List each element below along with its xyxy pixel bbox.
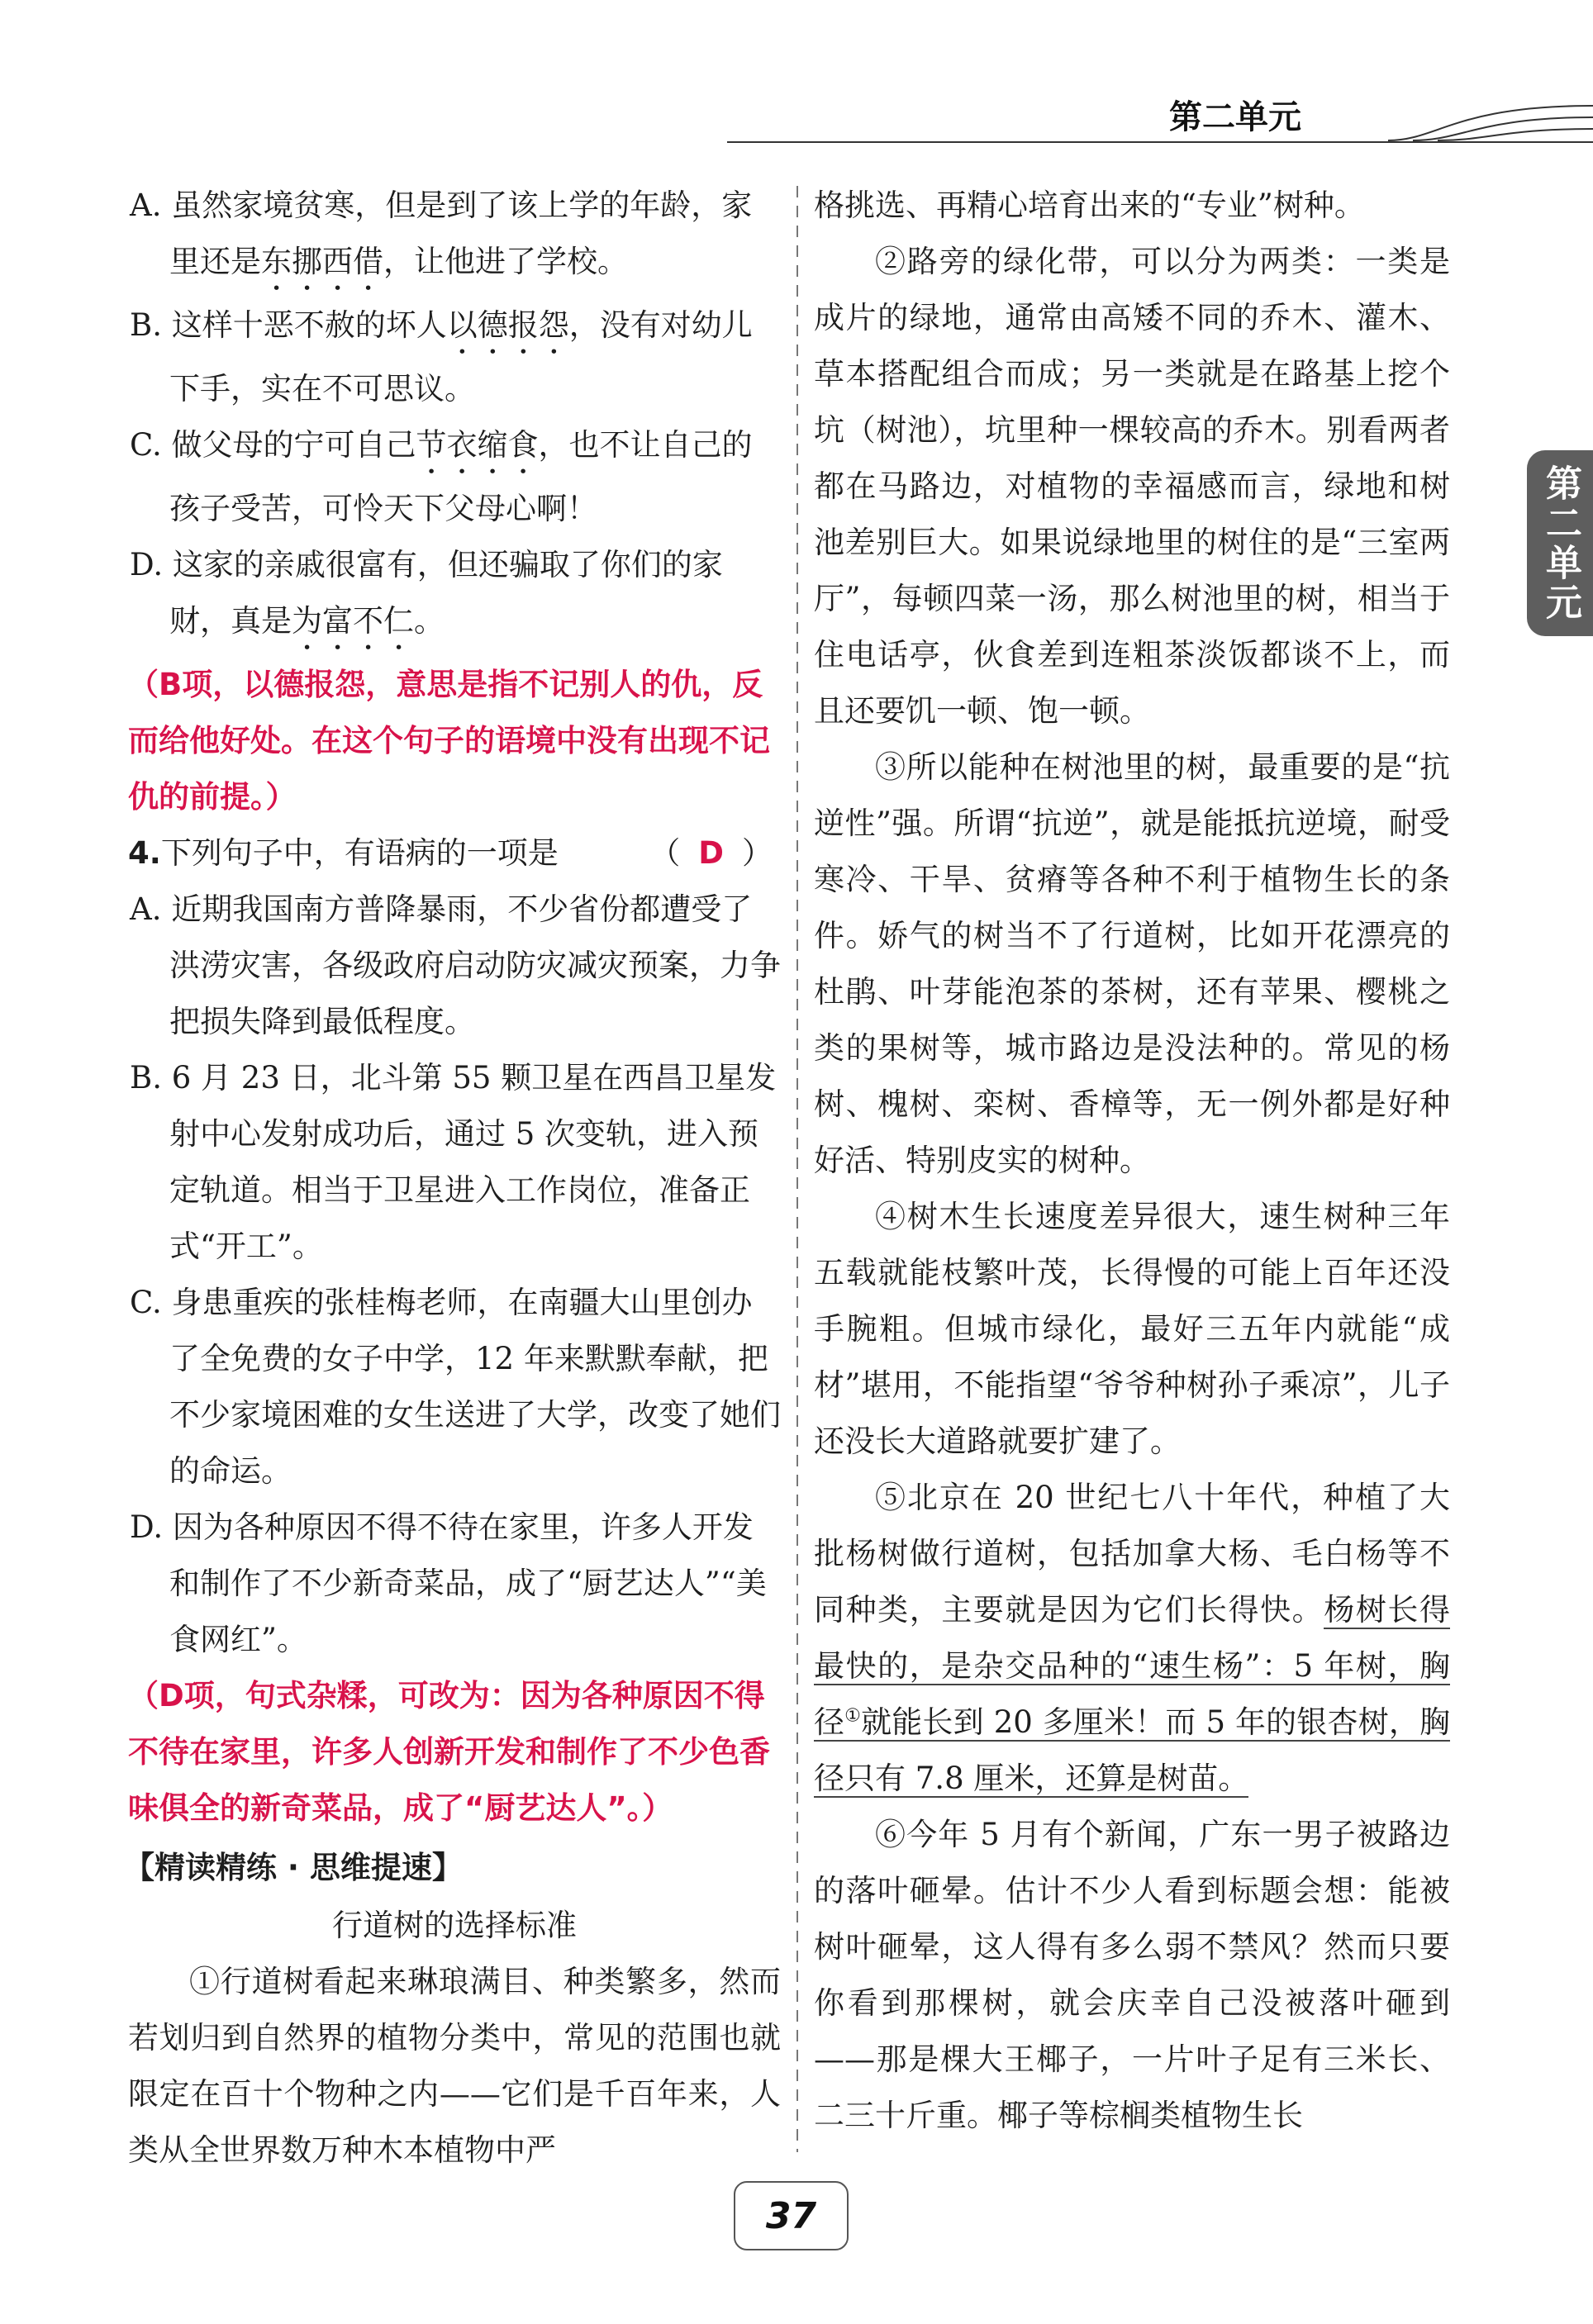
paragraph-1-continued: 格挑选、再精心培育出来的“专业”树种。 [814,188,1365,223]
side-tab-unit: 第二单元 [1527,450,1593,636]
paragraph-3: ③所以能种在树池里的树，最重要的是“抗逆性”强。所谓“抗逆”，就是能抵抗逆境，耐受寒冷、干旱、贫瘠等各种不利于植物生长的条件。娇气的树当不了行道树，比如开花漂亮的杜鹃、叶芽能泡茶的茶树，还有苹果、樱桃之类的果树等，城市路边是没法种的。常见的杨树、槐树、栾树、香樟等，无一例外都是好种好活、特别皮实的树种。 [814,749,1450,1178]
paragraph-2: ②路旁的绿化带，可以分为两类：一类是成片的绿地，通常由高矮不同的乔木、灌木、草本搭配组合而成；另一类就是在路基上挖个坑（树池），坑里种一棵较高的乔木。别看两者都在马路边，对植物的幸福感而言，绿地和树池差别巨大。如果说绿地里的树住的是“三室两厅”，每顿四菜一汤，那么树池里的树，相当于住电话亭，伙食差到连粗茶淡饭都谈不上，而且还要饥一顿、饱一顿。 [814,244,1450,729]
page-number: 37 [734,2181,849,2250]
paragraph-6: ⑥今年 5 月有个新闻，广东一男子被路边的落叶砸晕。估计不少人看到标题会想：能被树叶砸晕，这人得有多么弱不禁风？然而只要你看到那棵树，就会庆幸自己没被落叶砸到——那是棵大王椰子，一片叶子足有三米长、二三十斤重。椰子等棕榈类植物生长 [814,1817,1450,2133]
section-heading: 【精读精练 · 思维提速】 [124,1850,463,1885]
q4-stem: 4.下列句子中，有语病的一项是 （ D ） [128,825,781,882]
left-column [124,178,781,2179]
article-title: 行道树的选择标准 [332,1908,577,1943]
q3-option-c: C. 做父母的宁可自己节衣缩食，也不让自己的孩子受苦，可怜天下父母心啊！ [130,427,753,526]
q4-option-c: C. 身患重疾的张桂梅老师，在南疆大山里创办了全免费的女子中学，12 年来默默奉献，把不少家境困难的女生送进了大学，改变了她们的命运。 [130,1285,781,1489]
q4-option-d: D. 因为各种原因不得不待在家里，许多人开发和制作了不少新奇菜品，成了“厨艺达人”“美食网红”。 [130,1509,767,1657]
q4-answer-bracket: （ D ） [649,835,773,871]
unit-title: 第二单元 [1169,98,1301,136]
right-column [814,178,1450,2144]
q3-option-d: D. 这家的亲戚很富有，但还骗取了你们的家财，真是为富不仁。 [130,547,723,639]
q4-option-a: A. 近期我国南方普降暴雨，不少省份都遭受了洪涝灾害，各级政府启动防灾减灾预案，力争把损失降到最低程度。 [130,891,781,1039]
q4-option-b: B. 6 月 23 日，北斗第 55 颗卫星在西昌卫星发射中心发射成功后，通过 5 次变轨，进入预定轨道。相当于卫星进入工作岗位，准备正式“开工”。 [130,1060,777,1264]
column-divider [793,186,798,2152]
footnote-marker: ① [844,1705,862,1727]
q4-answer: D [698,835,724,871]
paragraph-4: ④树木生长速度差异很大，速生树种三年五载就能枝繁叶茂，长得慢的可能上百年还没手腕粗。但城市绿化，最好三五年内就能“成材”堪用，不能指望“爷爷种树孙子乘凉”，儿子还没长大道路就要扩建了。 [814,1199,1450,1459]
underlined-sentence: 杨树长得最快的，是杂交品种的“速生杨”：5 年树，胸径①就能长到 20 多厘米！而 5 年的银杏树，胸径只有 7.8 厘米，还算是树苗。 [814,1592,1451,1796]
header-rule [727,99,1593,157]
q3-answer-note: （B项，以德报怨，意思是指不记别人的仇，反而给他好处。在这个句子的语境中没有出现不记仇的前提。） [128,667,770,815]
paragraph-1: ①行道树看起来琳琅满目、种类繁多，然而若划归到自然界的植物分类中，常见的范围也就限定在百十个物种之内——它们是千百年来，人类从全世界数万种木本植物中严 [128,1964,781,2168]
q3-option-b: B. 这样十恶不赦的坏人以德报怨，没有对幼儿下手，实在不可思议。 [130,307,753,406]
q4-answer-note: （D项，句式杂糅，可改为：因为各种原因不得不待在家里，许多人创新开发和制作了不少色香味俱全的新奇菜品，成了“厨艺达人”。） [128,1678,770,1826]
q3-option-a: A. 虽然家境贫寒，但是到了该上学的年龄，家里还是东挪西借，让他进了学校。 [130,188,753,279]
paragraph-5: ⑤北京在 20 世纪七八十年代，种植了大批杨树做行道树，包括加拿大杨、毛白杨等不同种类，主要就是因为它们长得快。杨树长得最快的，是杂交品种的“速生杨”：5 年树，胸径①就能长到 20 多厘米！而 5 年的银杏树，胸径只有 7.8 厘米，还算是树苗。 [814,1480,1451,1796]
